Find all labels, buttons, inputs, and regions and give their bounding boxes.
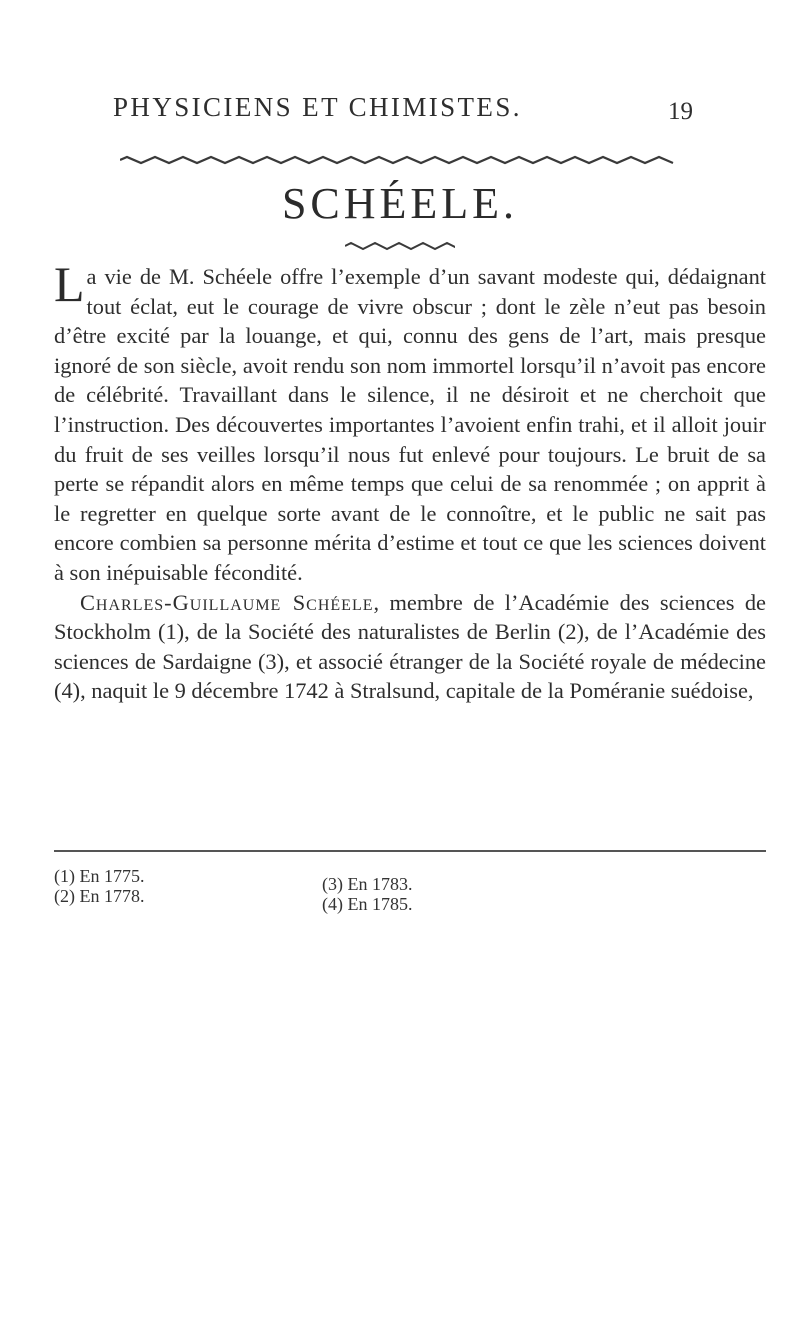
running-head: [113, 92, 693, 132]
footnotes-right-column: [322, 874, 412, 914]
footnotes-left-column: [54, 866, 144, 906]
article-body: [54, 256, 766, 706]
paragraph-intro-text: a vie de M. Schéele offre l’exemple d’un savant modeste qui, dédaignant tout éclat, eut le courage de vivre obscur ; dont le zèle n’eut pas besoin d’être excité par la louange, et qui, connu des gens de l’art, mais presque ignoré de son siècle, avoit rendu son nom immortel lorsqu’il n’avoit pas encore de célébrité. Travaillant dans le silence, il ne désiroit et ne cherchoit que l’instruction. Des découvertes importantes l’avoient enfin trahi, et il alloit jouir du fruit de ses veilles lorsqu’il nous fut enlevé pour toujours. Le bruit de sa perte se répandit alors en même temps que celui de sa renommée ; on apprit à le regretter en quelque sorte avant de le connoître, et le public ne sait pas encore combien sa personne mérita d’estime et tout ce que les sciences doivent à son inépuisable fécondité.: [54, 264, 766, 585]
drop-cap: L: [54, 256, 85, 312]
paragraph-biography: [54, 588, 766, 706]
page-number: 19: [668, 98, 693, 125]
footnote-1: (1) En 1775.: [54, 866, 145, 886]
paragraph-intro: [54, 256, 766, 588]
top-ornamental-rule: [120, 155, 680, 165]
footnotes: [54, 866, 766, 926]
footnote-2: (2) En 1778.: [54, 886, 145, 906]
footnote-3: (3) En 1783.: [322, 874, 413, 894]
running-title: PHYSICIENS ET CHIMISTES.: [113, 92, 522, 122]
footnote-4: (4) En 1785.: [322, 894, 413, 914]
subject-name: Charles-Guillaume Schéele: [80, 589, 374, 615]
paragraph-biography-text: , membre de l’Académie des sciences de Stockholm (1), de la Société des naturalistes de Berlin (2), de l’Académie des sciences de Sardaigne (3), et associé étranger de la Société royale de médecine (4), naquit le 9 décembre 1742 à Stralsund, capitale de la Poméranie suédoise,: [54, 589, 766, 704]
footnote-divider: [54, 850, 766, 852]
title-ornamental-rule: [345, 241, 455, 251]
article-title: SCHÉELE.: [281, 179, 519, 228]
